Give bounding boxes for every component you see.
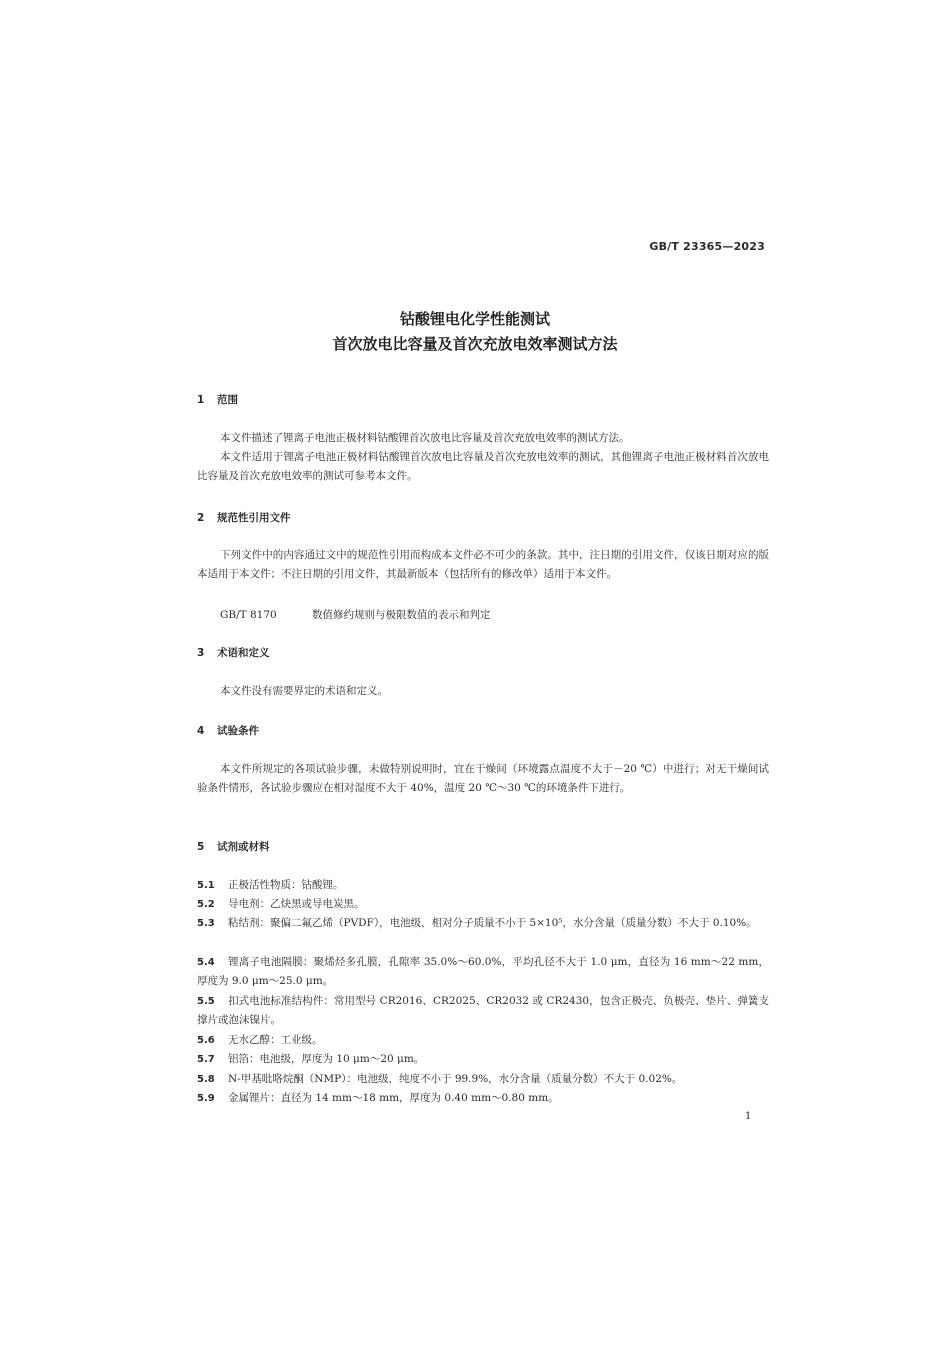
- item-number: 5.1: [197, 880, 215, 891]
- item-text: 粘结剂：聚偏二氟乙烯（PVDF），电池级，相对分子质量不小于 5×10⁵，水分含量（质量分数）不大于 0.10%。: [228, 917, 757, 929]
- list-item: [197, 914, 769, 933]
- document-title-line-2: 首次放电比容量及首次充放电效率测试方法: [332, 335, 618, 353]
- list-item: [197, 1050, 769, 1069]
- normative-reference: [220, 607, 491, 622]
- item-text: N-甲基吡咯烷酮（NMP）：电池级，纯度不小于 99.9%，水分含量（质量分数）不大于 0.02%。: [228, 1073, 683, 1085]
- reference-title: 数值修约规则与极限数值的表示和判定: [312, 609, 491, 621]
- item-number: 5.7: [197, 1054, 215, 1065]
- section-5-heading: [197, 839, 270, 854]
- section-title: 范围: [217, 394, 238, 406]
- item-number: 5.9: [197, 1093, 215, 1104]
- section-1-paragraph-1: 本文件描述了锂离子电池正极材料钴酸锂首次放电比容量及首次充放电效率的测试方法。: [220, 432, 630, 444]
- item-text: 锂离子电池隔膜：聚烯烃多孔膜，孔隙率 35.0%～60.0%，平均孔径不大于 1.0 μm，直径为 16 mm～22 mm，厚度为 9.0 μm～25.0 μm。: [197, 956, 769, 987]
- list-item: [197, 1031, 769, 1050]
- section-number: 1: [197, 394, 205, 406]
- list-item: [197, 1089, 769, 1108]
- item-text: 无水乙醇：工业级。: [228, 1034, 323, 1046]
- item-number: 5.5: [197, 996, 215, 1007]
- section-number: 2: [197, 512, 205, 524]
- list-item: [197, 1070, 769, 1089]
- item-number: 5.8: [197, 1074, 215, 1085]
- section-title: 术语和定义: [217, 647, 270, 659]
- section-3-heading: [197, 645, 270, 660]
- list-item: [197, 876, 769, 895]
- section-number: 5: [197, 841, 205, 853]
- section-title: 试剂或材料: [217, 841, 270, 853]
- item-number: 5.2: [197, 899, 215, 910]
- item-text: 导电剂：乙炔黑或导电炭黑。: [228, 898, 365, 910]
- section-1-heading: [197, 392, 238, 407]
- document-title-line-1: 钴酸锂电化学性能测试: [399, 310, 550, 328]
- section-title: 试验条件: [217, 725, 259, 737]
- section-3-paragraph-1: 本文件没有需要界定的术语和定义。: [220, 685, 388, 697]
- reference-code: GB/T 8170: [220, 609, 277, 621]
- section-1-paragraph-2: 本文件适用于锂离子电池正极材料钴酸锂首次放电比容量及首次充放电效率的测试，其他锂离子电池正极材料首次放电比容量及首次充放电效率的测试可参考本文件。: [197, 451, 769, 482]
- section-4-paragraph-1: 本文件所规定的各项试验步骤，未做特别说明时，宜在干燥间（环境露点温度不大于－20 ℃）中进行；对无干燥间试验条件情形，各试验步骤应在相对湿度不大于 40%，温度 20 ℃～30 ℃的环境条件下进行。: [197, 763, 769, 794]
- standard-code: GB/T 23365—2023: [649, 240, 765, 253]
- section-title: 规范性引用文件: [217, 512, 291, 524]
- item-text: 金属锂片：直径为 14 mm～18 mm，厚度为 0.40 mm～0.80 mm。: [228, 1092, 559, 1104]
- item-text: 铝箔：电池级，厚度为 10 μm～20 μm。: [228, 1053, 425, 1065]
- list-item: [197, 953, 769, 991]
- section-2-paragraph-1: 下列文件中的内容通过文中的规范性引用而构成本文件必不可少的条款。其中，注日期的引用文件，仅该日期对应的版本适用于本文件；不注日期的引用文件，其最新版本（包括所有的修改单）适用于本文件。: [197, 549, 769, 580]
- item-number: 5.6: [197, 1035, 215, 1046]
- item-text: 正极活性物质：钴酸锂。: [228, 879, 344, 891]
- section-number: 4: [197, 725, 205, 737]
- item-number: 5.4: [197, 957, 215, 968]
- item-number: 5.3: [197, 918, 215, 929]
- section-4-heading: [197, 723, 259, 738]
- page-number: 1: [745, 1111, 752, 1122]
- section-2-heading: [197, 510, 291, 525]
- item-text: 扣式电池标准结构件：常用型号 CR2016、CR2025、CR2032 或 CR2430，包含正极壳、负极壳、垫片、弹簧支撑片或泡沫镍片。: [197, 995, 769, 1026]
- list-item: [197, 895, 769, 914]
- section-number: 3: [197, 647, 205, 659]
- list-item: [197, 992, 769, 1030]
